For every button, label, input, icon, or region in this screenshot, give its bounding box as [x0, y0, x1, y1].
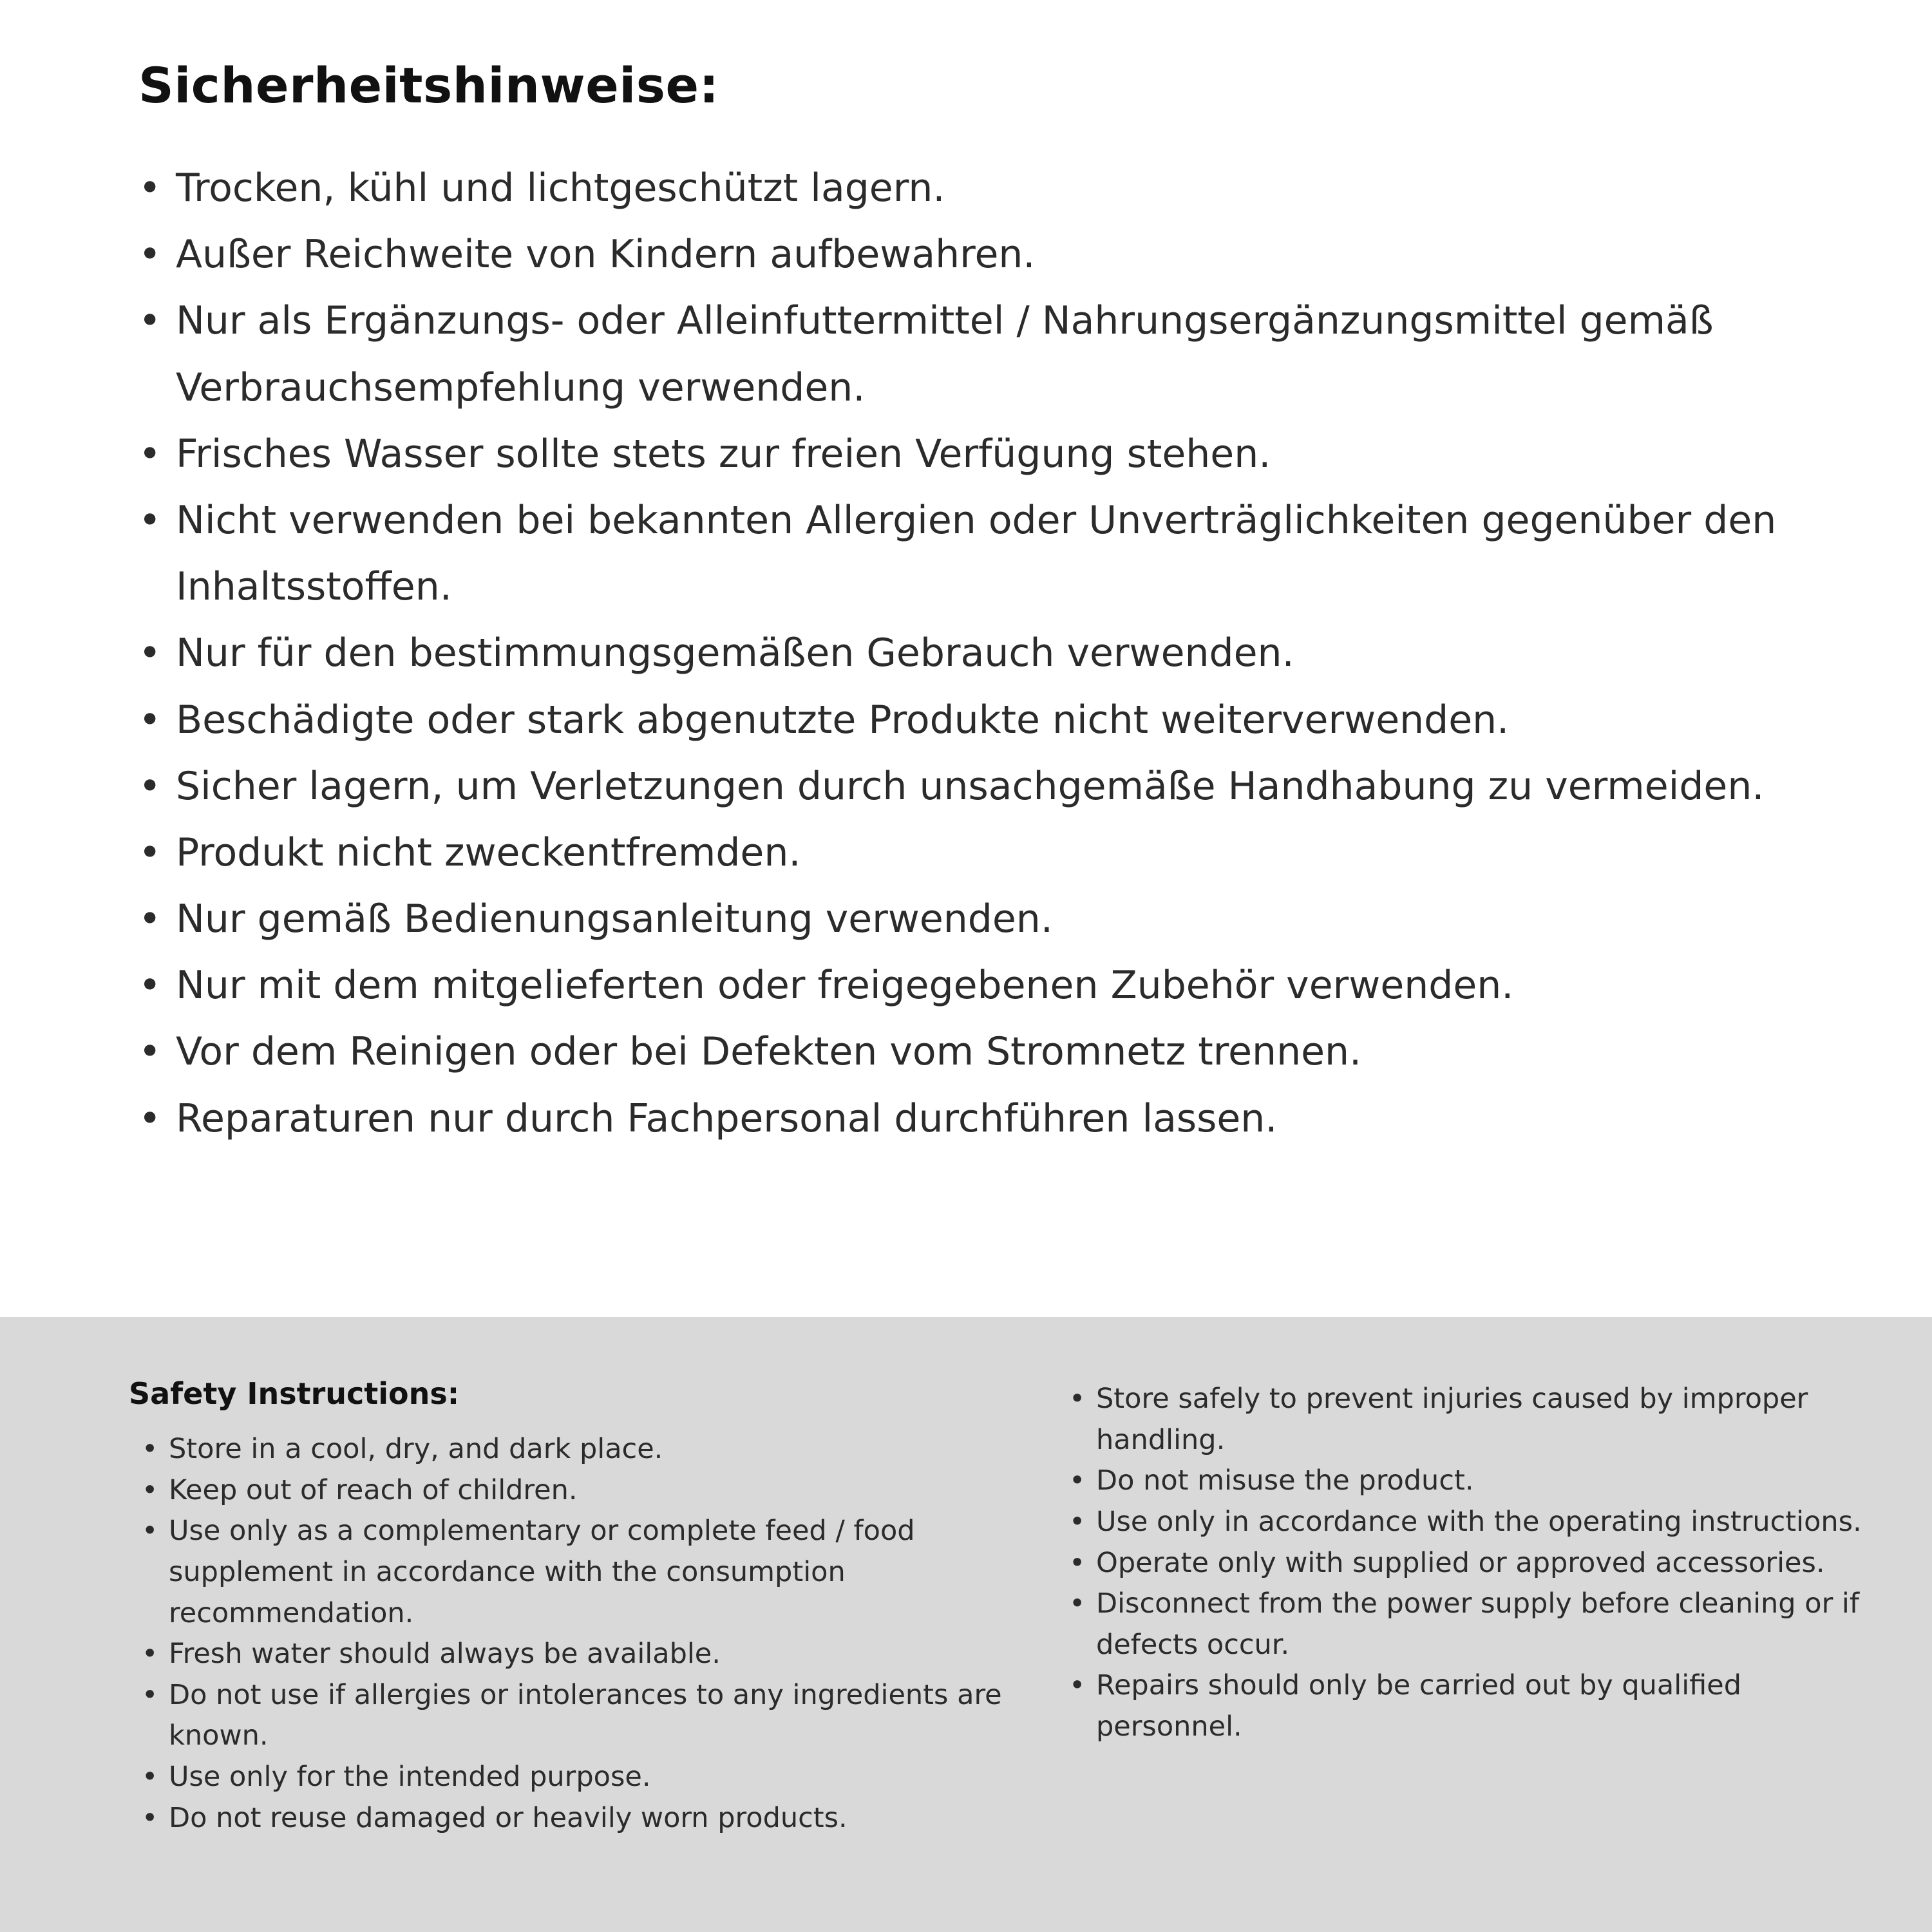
bullet-marker: • [138, 896, 162, 942]
german-bullet-text: Trocken, kühl und lichtgeschützt lagern. [176, 166, 945, 211]
bullet-marker: • [1069, 1505, 1086, 1538]
german-list-item [138, 952, 1829, 1019]
english-bullet-text: Do not use if allergies or intolerances to any ingredients are known. [169, 1678, 1002, 1752]
german-list-item [138, 155, 1829, 222]
english-list-item [129, 1798, 1024, 1839]
bullet-marker: • [138, 232, 162, 278]
bullet-marker: • [142, 1638, 158, 1671]
english-list-item [1069, 1461, 1893, 1502]
german-section-title: Sicherheitshinweise: [138, 57, 719, 114]
bullet-marker: • [138, 697, 162, 743]
bullet-marker: • [138, 1029, 162, 1075]
bullet-marker: • [1069, 1464, 1086, 1497]
english-left-bullet-list [129, 1429, 1024, 1839]
bullet-marker: • [142, 1678, 158, 1711]
german-bullet-list [138, 155, 1829, 1152]
german-bullet-text: Reparaturen nur durch Fachpersonal durchführen lassen. [176, 1095, 1278, 1141]
german-bullet-text: Nur als Ergänzungs- oder Alleinfuttermittel / Nahrungsergänzungsmittel gemäß Verbrauchsempfehlung verwenden. [176, 298, 1714, 410]
english-list-item [129, 1634, 1024, 1675]
english-bullet-text: Use only as a complementary or complete feed / food supplement in accordance with the consumption recommendation. [169, 1515, 915, 1629]
english-bullet-text: Do not reuse damaged or heavily worn products. [169, 1801, 848, 1834]
german-list-item [138, 1086, 1829, 1152]
english-section [0, 1317, 1932, 1932]
bullet-marker: • [1069, 1669, 1086, 1702]
bullet-marker: • [142, 1761, 158, 1793]
english-list-item [129, 1757, 1024, 1798]
german-bullet-text: Nicht verwenden bei bekannten Allergien oder Unverträglichkeiten gegenüber den Inhaltsstoffen. [176, 497, 1777, 610]
english-bullet-text: Use only in accordance with the operating instructions. [1096, 1505, 1862, 1538]
english-section-title: Safety Instructions: [129, 1376, 460, 1411]
english-list-item [129, 1511, 1024, 1634]
german-list-item [138, 288, 1829, 421]
english-list-item [1069, 1584, 1893, 1665]
english-list-item [129, 1470, 1024, 1511]
german-list-item [138, 1019, 1829, 1085]
german-bullet-text: Außer Reichweite von Kindern aufbewahren. [176, 232, 1036, 278]
english-bullet-text: Disconnect from the power supply before cleaning or if defects occur. [1096, 1587, 1859, 1661]
english-list-item [1069, 1502, 1893, 1543]
german-bullet-text: Beschädigte oder stark abgenutzte Produkte nicht weiterverwenden. [176, 697, 1510, 743]
english-left-column [129, 1376, 1024, 1893]
bullet-marker: • [142, 1473, 158, 1506]
bullet-marker: • [138, 166, 162, 211]
english-list-item [1069, 1665, 1893, 1747]
german-bullet-text: Produkt nicht zweckentfremden. [176, 829, 801, 875]
german-list-item [138, 753, 1829, 820]
german-bullet-text: Sicher lagern, um Verletzungen durch unsachgemäße Handhabung zu vermeiden. [176, 763, 1765, 809]
german-list-item [138, 222, 1829, 288]
german-list-item [138, 687, 1829, 753]
bullet-marker: • [138, 497, 162, 543]
german-list-item [138, 886, 1829, 952]
german-list-item [138, 820, 1829, 886]
german-list-item [138, 421, 1829, 488]
english-bullet-text: Store safely to prevent injuries caused by improper handling. [1096, 1383, 1808, 1456]
bullet-marker: • [1069, 1383, 1086, 1415]
english-right-bullet-list [1069, 1379, 1893, 1748]
english-bullet-text: Fresh water should always be available. [169, 1638, 721, 1671]
german-list-item [138, 620, 1829, 687]
english-bullet-text: Do not misuse the product. [1096, 1464, 1474, 1497]
german-bullet-text: Nur für den bestimmungsgemäßen Gebrauch verwenden. [176, 630, 1294, 676]
german-bullet-text: Nur mit dem mitgelieferten oder freigegebenen Zubehör verwenden. [176, 963, 1514, 1009]
bullet-marker: • [138, 431, 162, 477]
german-bullet-text: Nur gemäß Bedienungsanleitung verwenden. [176, 896, 1053, 942]
bullet-marker: • [138, 630, 162, 676]
english-bullet-text: Repairs should only be carried out by qualified personnel. [1096, 1669, 1741, 1743]
bullet-marker: • [1069, 1587, 1086, 1620]
bullet-marker: • [142, 1801, 158, 1834]
english-bullet-text: Operate only with supplied or approved accessories. [1096, 1546, 1825, 1579]
german-bullet-text: Vor dem Reinigen oder bei Defekten vom Stromnetz trennen. [176, 1029, 1362, 1075]
bullet-marker: • [142, 1515, 158, 1548]
english-bullet-text: Store in a cool, dry, and dark place. [169, 1433, 663, 1465]
english-right-column [1069, 1376, 1893, 1893]
bullet-marker: • [138, 763, 162, 809]
bullet-marker: • [1069, 1546, 1086, 1579]
bullet-marker: • [138, 829, 162, 875]
bullet-marker: • [138, 963, 162, 1009]
english-bullet-text: Keep out of reach of children. [169, 1473, 578, 1506]
bullet-marker: • [138, 298, 162, 344]
german-list-item [138, 488, 1829, 620]
english-list-item [129, 1675, 1024, 1757]
english-list-item [1069, 1543, 1893, 1584]
bullet-marker: • [142, 1433, 158, 1465]
english-list-item [1069, 1379, 1893, 1461]
english-list-item [129, 1429, 1024, 1470]
bullet-marker: • [138, 1095, 162, 1141]
german-bullet-text: Frisches Wasser sollte stets zur freien Verfügung stehen. [176, 431, 1271, 477]
english-bullet-text: Use only for the intended purpose. [169, 1761, 651, 1793]
